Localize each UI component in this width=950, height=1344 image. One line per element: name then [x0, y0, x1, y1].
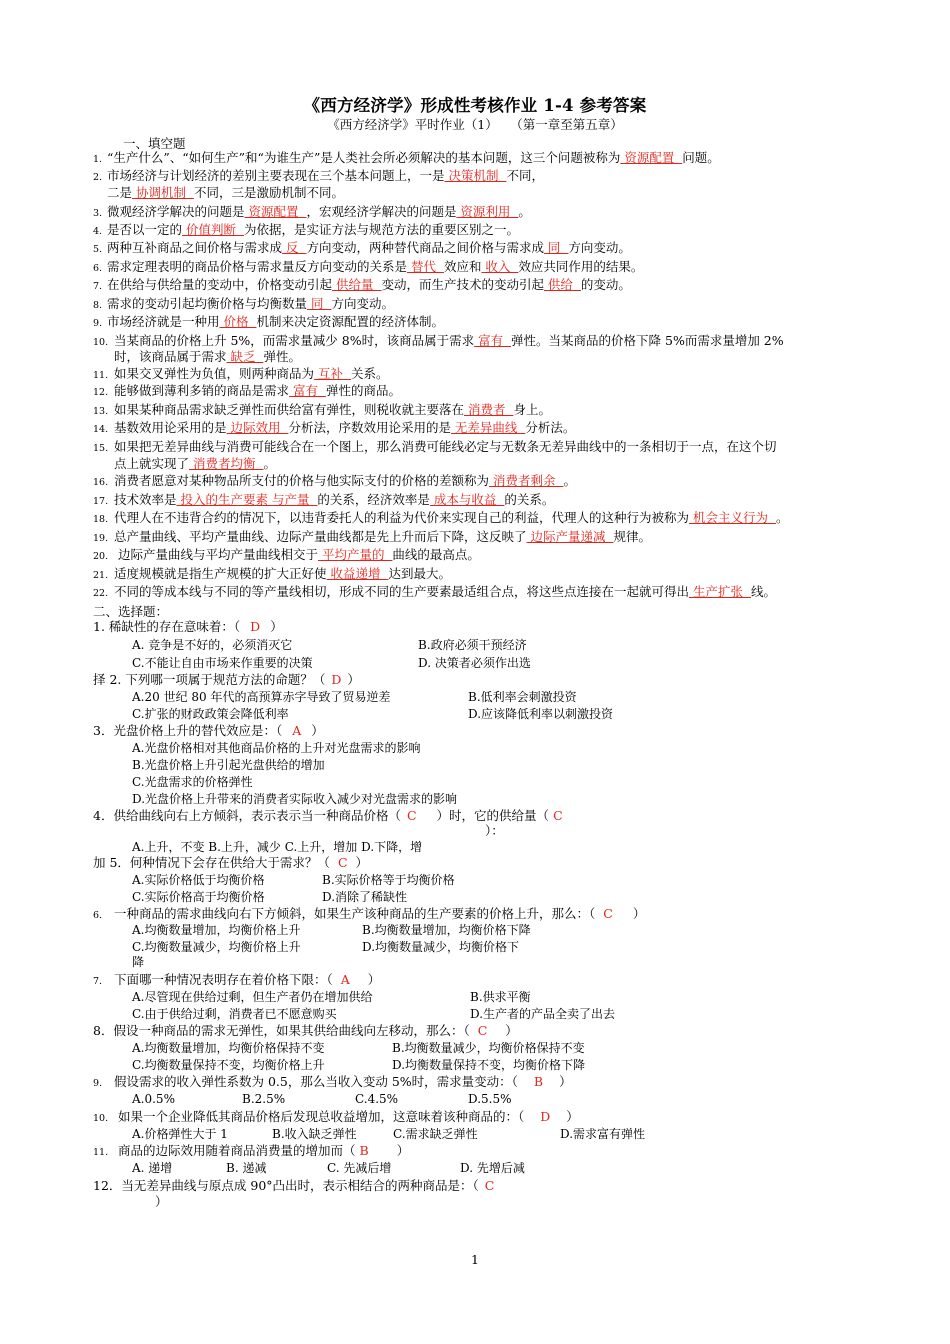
- answer: 富有: [289, 383, 326, 398]
- fill-blank-item: [93, 383, 401, 401]
- fill-blank-item: [93, 584, 776, 602]
- item-text: 弹性。当某商品的价格下降 5%而需求量增加 2%: [511, 333, 784, 348]
- question-3: 3．光盘价格上升的替代效应是：（ A ）: [93, 723, 324, 738]
- answer: C: [603, 906, 613, 921]
- item-text: 的关系。: [504, 492, 555, 507]
- answer: 无差异曲线: [450, 420, 526, 435]
- option-c: C.实际价格高于均衡价格: [132, 890, 265, 904]
- item-text: 技术效率是: [114, 492, 177, 507]
- page-number: 1: [471, 1252, 479, 1267]
- question-10: 10. 如果一个企业降低其商品价格后发现总收益增加，这意味着该种商品的：（ D ）: [93, 1109, 579, 1124]
- item-text: 达到最大。: [388, 566, 451, 581]
- fill-blank-item: [93, 547, 480, 565]
- item-text: 问题。: [682, 150, 720, 165]
- item-number: 14.: [93, 424, 109, 435]
- item-number: 3.: [93, 208, 103, 219]
- option-a: A. 递增: [132, 1161, 173, 1175]
- item-text: “生产什么”、“如何生产”和“为谁生产”是人类社会所必须解决的基本问题，这三个问题被称为: [107, 150, 621, 165]
- option-b: B.低利率会刺激投资: [468, 690, 577, 704]
- answer-2: C: [553, 808, 563, 823]
- option-d: D.应该降低利率以刺激投资: [468, 707, 614, 721]
- option-b: B. 递减: [226, 1161, 267, 1175]
- item-number: 11.: [93, 370, 109, 381]
- question-4: 4．供给曲线向右上方倾斜，表示表示当一种商品价格（ C ）时，它的供给量（ C: [93, 808, 563, 823]
- item-text: 曲线的最高点。: [392, 547, 480, 562]
- option-a: A. 竞争是不好的，必须消灭它: [132, 638, 293, 652]
- item-number: 8.: [93, 300, 103, 311]
- question-6: 6. 一种商品的需求曲线向右下方倾斜，如果生产该种商品的生产要素的价格上升，那么：（ C ）: [93, 906, 646, 921]
- answer: A: [292, 723, 302, 738]
- option-c: C.需求缺乏弹性: [393, 1127, 478, 1141]
- item-number: 12.: [93, 387, 109, 398]
- option-b: B.实际价格等于均衡价格: [322, 873, 455, 887]
- answer: 价格: [219, 314, 257, 329]
- item-text: 。: [775, 510, 789, 525]
- item-text: 为依据，是实证方法与规范方法的重要区别之一。: [243, 222, 519, 237]
- answer: 资源配置: [244, 204, 307, 219]
- item-text: 消费者愿意对某种物品所支付的价格与他实际支付的价格的差额称为: [114, 473, 490, 488]
- section-heading-choice: 二、选择题：: [93, 604, 169, 619]
- item-number: 15.: [93, 443, 109, 454]
- item-text: 如果把无差异曲线与消费可能线合在一个图上，那么消费可能线必定与无数条无差异曲线中的一条相切于一点，在这个切: [114, 439, 777, 454]
- question-5: 加 5．何种情况下会存在供给大于需求？（ C ）: [93, 855, 369, 870]
- document-title: 《西方经济学》形成性考核作业 1-4 参考答案: [303, 96, 647, 115]
- question-4-close: ）：: [485, 823, 504, 838]
- item-text: 规律。: [613, 529, 651, 544]
- item-text: 微观经济学解决的问题是: [107, 204, 245, 219]
- item-text: 方向变动。: [568, 240, 631, 255]
- answer: A: [340, 972, 350, 987]
- fill-blank-item: [93, 168, 544, 186]
- item-number: 18.: [93, 514, 109, 525]
- fill-blank-item: [93, 222, 519, 240]
- question-8: 8．假设一种商品的需求无弹性，如果其供给曲线向左移动，那么：（ C ）: [93, 1023, 518, 1038]
- question-12: 12．当无差异曲线与原点成 90°凸出时，表示相结合的两种商品是：（ C: [93, 1178, 495, 1193]
- option-b: B.政府必须干预经济: [418, 638, 527, 652]
- fill-blank-item: [93, 402, 551, 420]
- item-text: 如果某种商品需求缺乏弹性而供给富有弹性，则税收就主要落在: [114, 402, 465, 417]
- fill-blank-item: [93, 240, 631, 258]
- option-a: A.0.5%: [132, 1092, 175, 1106]
- item-text: 的关系，经济效率是: [317, 492, 430, 507]
- option-d: D.均衡数量减少，均衡价格下: [362, 940, 520, 954]
- document-subtitle: 《西方经济学》平时作业（1） （第一章至第五章）: [327, 117, 623, 132]
- answer: 边际产量递减: [526, 529, 614, 544]
- question-2: 择 2. 下列哪一项属于规范方法的命题？（ D ）: [93, 672, 360, 687]
- option-c: C.由于供给过剩，消费者已不愿意购买: [132, 1007, 337, 1021]
- item-number: 2.: [93, 172, 103, 183]
- answer: 决策机制: [444, 168, 507, 183]
- item-text: 身上。: [513, 402, 551, 417]
- item-text: ，宏观经济学解决的问题是: [306, 204, 457, 219]
- option-d: D. 决策者必须作出选: [418, 656, 531, 670]
- item-number: 21.: [93, 570, 109, 581]
- answer: 供给: [543, 277, 581, 292]
- option-b: B.2.5%: [242, 1092, 286, 1106]
- option-c: C.均衡数量保持不变，均衡价格上升: [132, 1058, 325, 1072]
- item-text: 基数效用论采用的是: [114, 420, 227, 435]
- section-heading-fill-blank: 一、填空题: [123, 136, 186, 151]
- item-number: 10.: [93, 337, 109, 348]
- fill-blank-item: [93, 366, 388, 384]
- question-1: 1. 稀缺性的存在意味着：（ D ）: [93, 619, 283, 634]
- answer: D: [250, 619, 261, 634]
- option-d: D.生产者的产品全卖了出去: [470, 1007, 616, 1021]
- option-b: B.均衡数量增加，均衡价格下降: [362, 923, 531, 937]
- fill-blank-item: [93, 204, 531, 222]
- item-number: 4.: [93, 226, 103, 237]
- answer: 替代: [407, 259, 444, 274]
- item-text: 弹性的商品。: [325, 383, 401, 398]
- item-text: 的变动。: [580, 277, 631, 292]
- fill-blank-item: [93, 420, 575, 438]
- item-text: 适度规模就是指生产规模的扩大正好使: [114, 566, 327, 581]
- item-text: 需求的变动引起均衡价格与均衡数量: [107, 296, 308, 311]
- item-number: 16.: [93, 477, 109, 488]
- fill-blank-item: [93, 439, 777, 457]
- option-c: C.扩张的财政政策会降低利率: [132, 707, 289, 721]
- fill-blank-item: [93, 456, 276, 472]
- item-text: 机制来决定资源配置的经济体制。: [256, 314, 444, 329]
- option-d: D.5.5%: [468, 1092, 512, 1106]
- option-a: A.实际价格低于均衡价格: [132, 873, 265, 887]
- item-number: 19.: [93, 533, 109, 544]
- option-d-wrap: 降: [132, 955, 145, 969]
- answer: C: [337, 855, 348, 870]
- option-b: B.收入缺乏弹性: [272, 1127, 357, 1141]
- question-7: 7. 下面哪一种情况表明存在着价格下限：（ A ）: [93, 972, 381, 987]
- option-d: D.光盘价格上升带来的消费者实际收入减少对光盘需求的影响: [132, 792, 458, 806]
- answer: 消费者: [464, 402, 514, 417]
- answer: 边际效用: [226, 420, 289, 435]
- item-number: 6.: [93, 263, 103, 274]
- answer: 同: [307, 296, 332, 311]
- item-text: 如果交叉弹性为负值，则两种商品为: [114, 366, 315, 381]
- options-row: A.上升，不变 B.上升，减少 C.上升，增加 D.下降，增: [132, 840, 423, 854]
- option-d: D.消除了稀缺性: [322, 890, 408, 904]
- answer: 消费者均衡: [189, 456, 264, 471]
- item-number: 7.: [93, 281, 103, 292]
- item-number: 20.: [93, 551, 109, 562]
- option-d: D.需求富有弹性: [560, 1127, 646, 1141]
- item-text: 时，该商品属于需求: [114, 349, 227, 364]
- item-text: 二是: [107, 185, 133, 200]
- option-d: D.均衡数量保持不变，均衡价格下降: [392, 1058, 586, 1072]
- item-text: 方向变动。: [331, 296, 394, 311]
- answer: 互补: [314, 366, 351, 381]
- item-text: 两种互补商品之间价格与需求成: [107, 240, 283, 255]
- answer: 反: [282, 240, 307, 255]
- question-12-close: ）: [155, 1194, 168, 1209]
- answer: D: [331, 672, 342, 687]
- answer: C: [477, 1023, 488, 1038]
- answer: B: [533, 1074, 544, 1089]
- item-text: 能够做到薄利多销的商品是需求: [114, 383, 290, 398]
- option-c: C.均衡数量减少，均衡价格上升: [132, 940, 301, 954]
- option-a: A.价格弹性大于 1: [132, 1127, 228, 1141]
- option-b: B.光盘价格上升引起光盘供给的增加: [132, 758, 325, 772]
- answer: 资源利用: [456, 204, 519, 219]
- answer: 收入: [481, 259, 519, 274]
- answer: 生产扩张: [689, 584, 751, 599]
- item-text: 市场经济就是一种用: [107, 314, 220, 329]
- item-text: 。: [263, 456, 276, 471]
- item-number: 5.: [93, 244, 103, 255]
- fill-blank-item: [93, 510, 788, 528]
- option-a: A.均衡数量增加，均衡价格上升: [132, 923, 301, 937]
- item-number: 9.: [93, 318, 103, 329]
- answer: 富有: [474, 333, 512, 348]
- item-text: 市场经济与计划经济的差别主要表现在三个基本问题上，一是: [107, 168, 445, 183]
- option-b: B.供求平衡: [470, 990, 531, 1004]
- option-c: C.4.5%: [355, 1092, 399, 1106]
- fill-blank-item: [93, 314, 444, 332]
- fill-blank-item: [93, 492, 554, 510]
- option-c: C.光盘需求的价格弹性: [132, 775, 253, 789]
- item-text: 是否以一定的: [107, 222, 183, 237]
- answer: 机会主义行为: [689, 510, 776, 525]
- answer: D: [540, 1109, 551, 1124]
- item-text: 总产量曲线、平均产量曲线、边际产量曲线都是先上升而后下降，这反映了: [114, 529, 527, 544]
- question-9: 9. 假设需求的收入弹性系数为 0.5，那么当收入变动 5%时，需求量变动：（ B ）: [93, 1074, 572, 1089]
- item-text: 在供给与供给量的变动中，价格变动引起: [107, 277, 333, 292]
- item-text: 点上就实现了: [114, 456, 190, 471]
- option-a: A.光盘价格相对其他商品价格的上升对光盘需求的影响: [132, 741, 421, 755]
- fill-blank-item: [93, 185, 344, 201]
- item-number: 1.: [93, 154, 103, 165]
- option-d: D. 先增后减: [460, 1161, 525, 1175]
- answer: 资源配置: [620, 150, 683, 165]
- answer: C: [484, 1178, 495, 1193]
- option-a: A.均衡数量增加，均衡价格保持不变: [132, 1041, 325, 1055]
- question-11: 11. 商品的边际效用随着商品消费量的增加而（ B ）: [93, 1143, 410, 1158]
- fill-blank-item: [93, 259, 643, 277]
- fill-blank-item: [93, 529, 651, 547]
- option-b: B.均衡数量减少，均衡价格保持不变: [392, 1041, 585, 1055]
- answer: 收益递增: [326, 566, 389, 581]
- item-text: 不同的等成本线与不同的等产量线相切，形成不同的生产要素最适组合点，将这些点连接在一起就可得出: [114, 584, 690, 599]
- fill-blank-item: [93, 473, 576, 491]
- fill-blank-item: [93, 150, 720, 168]
- answer: C: [406, 808, 417, 823]
- answer: 缺乏: [226, 349, 264, 364]
- answer: 供给量: [332, 277, 382, 292]
- item-text: 变动，而生产技术的变动引起: [381, 277, 544, 292]
- answer: 价值判断: [182, 222, 244, 237]
- item-text: 不同，: [506, 168, 544, 183]
- fill-blank-item: [93, 349, 301, 365]
- answer: 协调机制: [132, 185, 194, 200]
- item-text: 分析法。: [525, 420, 576, 435]
- answer: 平均产量的: [317, 547, 393, 562]
- answer: B: [359, 1143, 369, 1158]
- answer: 消费者剩余: [489, 473, 564, 488]
- item-text: 需求定理表明的商品价格与需求量反方向变动的关系是: [107, 259, 408, 274]
- item-number: 17.: [93, 496, 109, 507]
- item-text: 线。: [750, 584, 776, 599]
- option-c: C. 先减后增: [327, 1161, 392, 1175]
- item-text: 效应共同作用的结果。: [518, 259, 644, 274]
- fill-blank-item: [93, 566, 451, 584]
- item-text: 不同，三是激励机制不同。: [193, 185, 344, 200]
- item-text: 分析法，序数效用论采用的是: [288, 420, 451, 435]
- answer: 同: [543, 240, 569, 255]
- option-a: A.20 世纪 80 年代的高预算赤字导致了贸易逆差: [132, 690, 391, 704]
- item-text: 关系。: [350, 366, 389, 381]
- fill-blank-item: [93, 296, 394, 314]
- item-text: 边际产量曲线与平均产量曲线相交于: [114, 547, 318, 562]
- item-text: 。: [563, 473, 576, 488]
- item-text: 弹性。: [263, 349, 301, 364]
- answer: 投入的生产要素 与产量: [176, 492, 318, 507]
- fill-blank-item: [93, 277, 631, 295]
- answer: 成本与收益: [429, 492, 505, 507]
- item-number: 13.: [93, 406, 109, 417]
- option-a: A.尽管现在供给过剩，但生产者仍在增加供给: [132, 990, 373, 1004]
- item-text: 方向变动，两种替代商品之间价格与需求成: [306, 240, 544, 255]
- item-number: 22.: [93, 588, 109, 599]
- item-text: 代理人在不违背合约的情况下，以违背委托人的利益为代价来实现自己的利益，代理人的这种行为被称为: [114, 510, 690, 525]
- item-text: 效应和: [443, 259, 482, 274]
- item-text: 当某商品的价格上升 5%，而需求量减少 8%时，该商品属于需求: [114, 333, 475, 348]
- item-text: 。: [518, 204, 531, 219]
- option-c: C.不能让自由市场来作重要的决策: [132, 656, 313, 670]
